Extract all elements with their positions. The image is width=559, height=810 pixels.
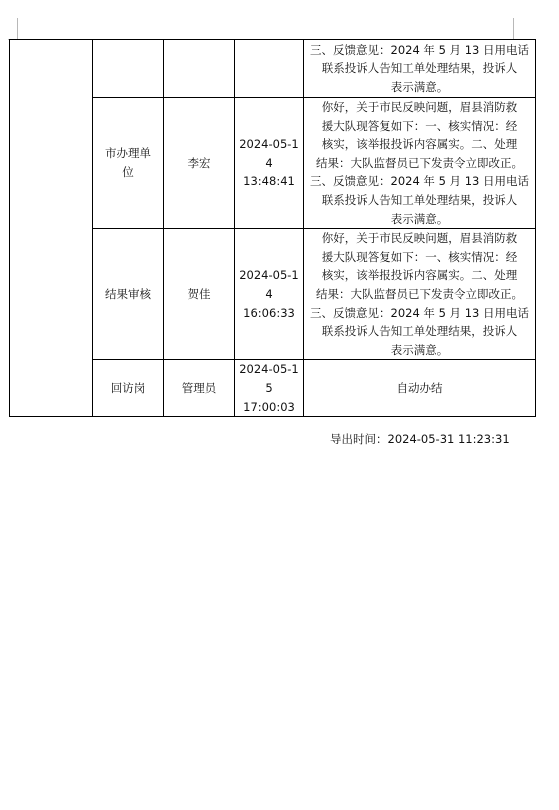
- time-line: 4: [265, 286, 273, 301]
- content-line: 表示满意。: [390, 79, 449, 94]
- crop-mark-top-left-v: [17, 18, 18, 39]
- time-cell: [235, 229, 304, 360]
- time-line: 17:00:03: [243, 399, 295, 414]
- content-line: 联系投诉人告知工单处理结果，投诉人: [321, 324, 518, 339]
- content-line: 援大队现答复如下：一、核实情况：经: [321, 118, 518, 133]
- process-table: [9, 39, 536, 417]
- time-cell: [235, 360, 304, 417]
- content-cell: 自动办结: [304, 360, 536, 417]
- node-cell: [93, 98, 164, 229]
- time-cell: [235, 40, 304, 98]
- time-line: 2024-05-1: [239, 137, 299, 152]
- node-cell: [93, 40, 164, 98]
- person-cell: [164, 40, 235, 98]
- content-line: 核实，该举报投诉内容属实。二、处理: [321, 268, 518, 283]
- person-cell: 李宏: [164, 98, 235, 229]
- person-cell: 贺佳: [164, 229, 235, 360]
- content-line: 你好，关于市民反映问题，眉县消防救: [321, 100, 518, 114]
- content-line: 结果：大队监督员已下发责令立即改正。: [316, 286, 523, 301]
- time-line: 2024-05-1: [239, 268, 299, 283]
- node-cell: 结果审核: [93, 229, 164, 360]
- node-cell: 回访岗: [93, 360, 164, 417]
- time-line: 16:06:33: [243, 305, 295, 320]
- export-time: 导出时间：2024-05-31 11:23:31: [330, 432, 510, 446]
- content-cell: [304, 229, 536, 360]
- time-line: 4: [265, 155, 273, 170]
- content-line: 三、反馈意见：2024 年 5 月 13 日用电话: [310, 305, 529, 320]
- time-line: 5: [265, 380, 273, 395]
- person-cell: 管理员: [164, 360, 235, 417]
- content-cell: [304, 98, 536, 229]
- time-line: 13:48:41: [243, 174, 295, 189]
- content-cell: [304, 40, 536, 98]
- time-cell: [235, 98, 304, 229]
- content-line: 表示满意。: [390, 211, 449, 226]
- content-line: 结果：大队监督员已下发责令立即改正。: [316, 155, 523, 170]
- node-line: 市办理单: [105, 146, 151, 161]
- content-line: 援大队现答复如下：一、核实情况：经: [321, 249, 518, 264]
- time-line: 2024-05-1: [239, 362, 299, 377]
- node-line: 位: [122, 165, 134, 180]
- crop-mark-top-right-v: [513, 18, 514, 39]
- merged-left-cell: [10, 40, 93, 417]
- table-row: [10, 40, 536, 98]
- content-line: 联系投诉人告知工单处理结果，投诉人: [321, 192, 518, 207]
- content-line: 表示满意。: [390, 342, 449, 357]
- content-line: 三、反馈意见：2024 年 5 月 13 日用电话: [310, 174, 529, 189]
- content-line: 三、反馈意见：2024 年 5 月 13 日用电话: [310, 42, 529, 57]
- content-line: 你好，关于市民反映问题，眉县消防救: [321, 231, 518, 246]
- content-line: 核实，该举报投诉内容属实。二、处理: [321, 137, 518, 152]
- content-line: 联系投诉人告知工单处理结果，投诉人: [321, 61, 518, 76]
- process-table-wrapper: [9, 39, 535, 417]
